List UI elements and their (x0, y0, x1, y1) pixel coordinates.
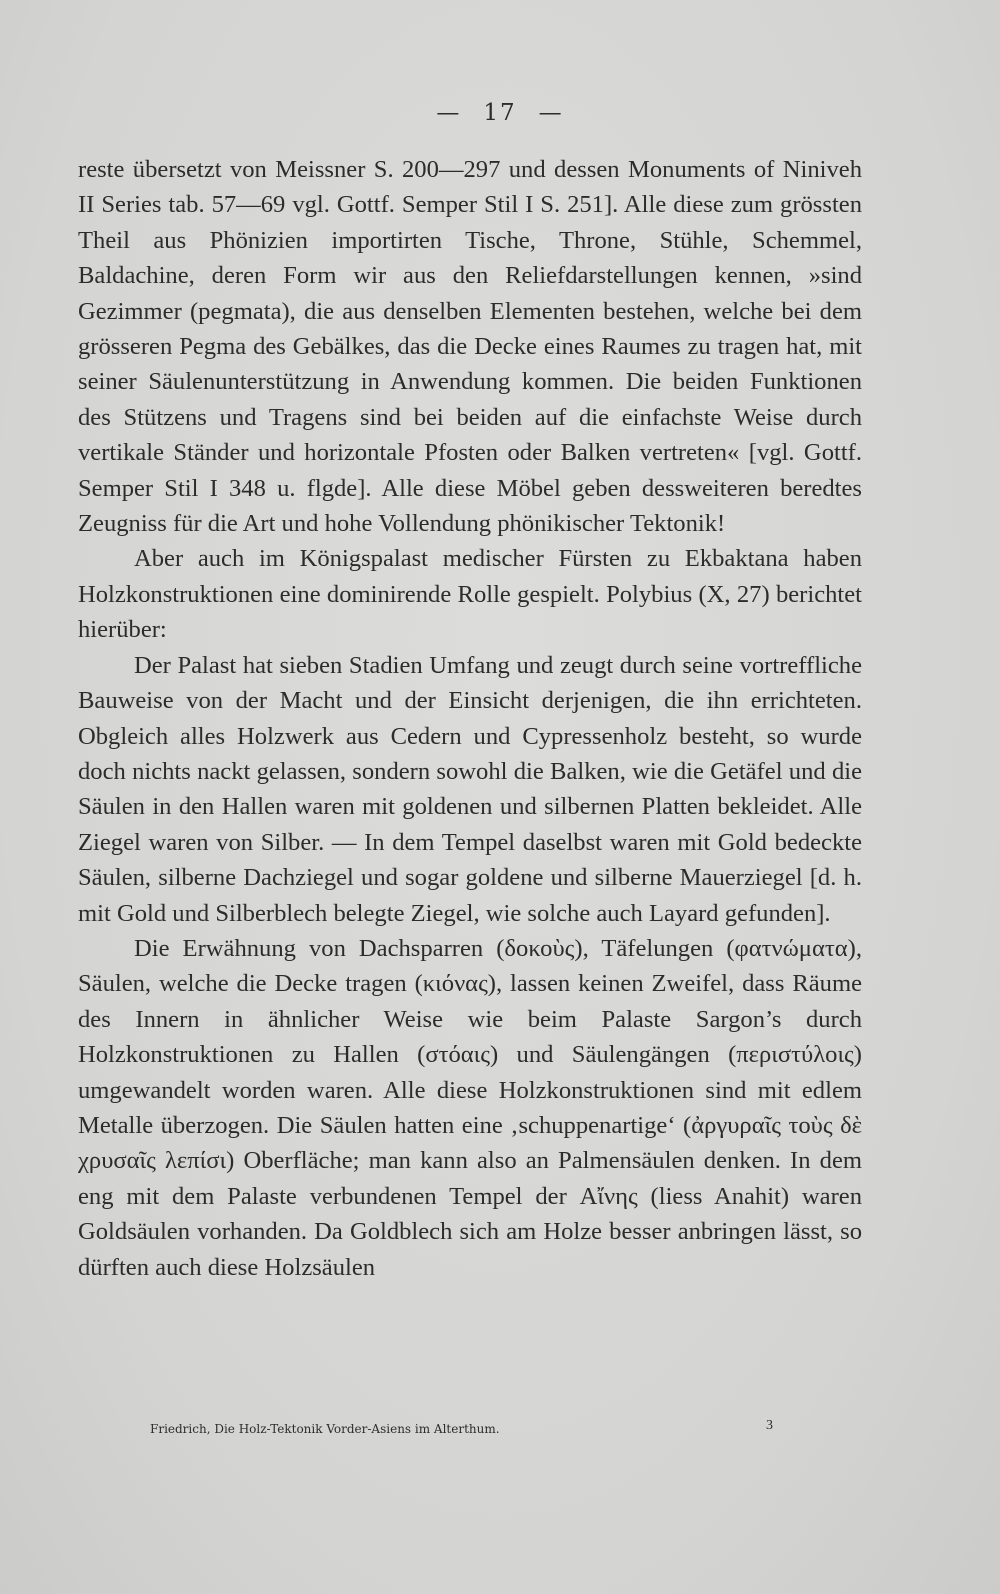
footer-imprint: Friedrich, Die Holz-Tektonik Vorder-Asiens im Alterthum. (150, 1422, 500, 1436)
paragraph-3-quote: Der Palast hat sieben Stadien Umfang und zeugt durch seine vortreffliche Bauweise von der Macht und der Einsicht derjenigen, die ihn errichteten. Obgleich alles Holzwerk aus Cedern und Cypressenholz besteht, so wurde doch nichts nackt gelassen, sondern sowohl die Balken, wie die Getäfel und die Säulen in den Hallen waren mit goldenen und silbernen Platten bekleidet. Alle Ziegel waren von Silber. — In dem Tempel daselbst waren mit Gold bedeckte Säulen, silberne Dachziegel und sogar goldene und silberne Mauerziegel [d. h. mit Gold und Silberblech belegte Ziegel, wie solche auch Layard gefunden]. (78, 651, 862, 927)
signature-mark: 3 (766, 1418, 773, 1433)
body-text (78, 152, 862, 1285)
paragraph-2: Aber auch im Königspalast medischer Fürsten zu Ekbaktana haben Holzkonstruktionen eine dominirende Rolle gespielt. Polybius (X, 27) berichtet hierüber: (78, 545, 862, 644)
page-number: — 17 — (0, 100, 1000, 126)
paragraph-4: Die Erwähnung von Dachsparren (δοκοὺς), Täfelungen (φατνώματα), Säulen, welche die Decke tragen (κιόνας), lassen keinen Zweifel, dass Räume des Innern in ähnlicher Weise wie beim Palaste Sargon’s durch Holzkonstruktionen zu Hallen (στόαις) und Säulengängen (περιστύλοις) umgewandelt worden waren. Alle diese Holzkonstruktionen sind mit edlem Metalle überzogen. Die Säulen hatten eine ‚schuppenartige‘ (ἀργυραῖς τοὺς δὲ χρυσαῖς λεπίσι) Oberfläche; man kann also an Palmensäulen denken. In dem eng mit dem Palaste verbundenen Tempel der Αἴνης (liess Anahit) waren Goldsäulen vorhanden. Da Goldblech sich am Holze besser anbringen lässt, so dürften auch diese Holzsäulen (78, 934, 862, 1281)
paragraph-1: reste übersetzt von Meissner S. 200—297 und dessen Monuments of Niniveh II Series tab. 57—69 vgl. Gottf. Semper Stil I S. 251]. Alle diese zum grössten Theil aus Phönizien importirten Tische, Throne, Stühle, Schemmel, Baldachine, deren Form wir aus den Reliefdarstellungen kennen, »sind Gezimmer (pegmata), die aus denselben Elementen bestehen, welche bei dem grösseren Pegma des Gebälkes, das die Decke eines Raumes zu tragen hat, mit seiner Säulenunterstützung in Anwendung kommen. Die beiden Funktionen des Stützens und Tragens sind bei beiden auf die einfachste Weise durch vertikale Ständer und horizontale Pfosten oder Balken vertreten« [vgl. Gottf. Semper Stil I 348 u. flgde]. Alle diese Möbel geben dessweiteren beredtes Zeugniss für die Art und hohe Vollendung phönikischer Tektonik! (78, 156, 862, 538)
